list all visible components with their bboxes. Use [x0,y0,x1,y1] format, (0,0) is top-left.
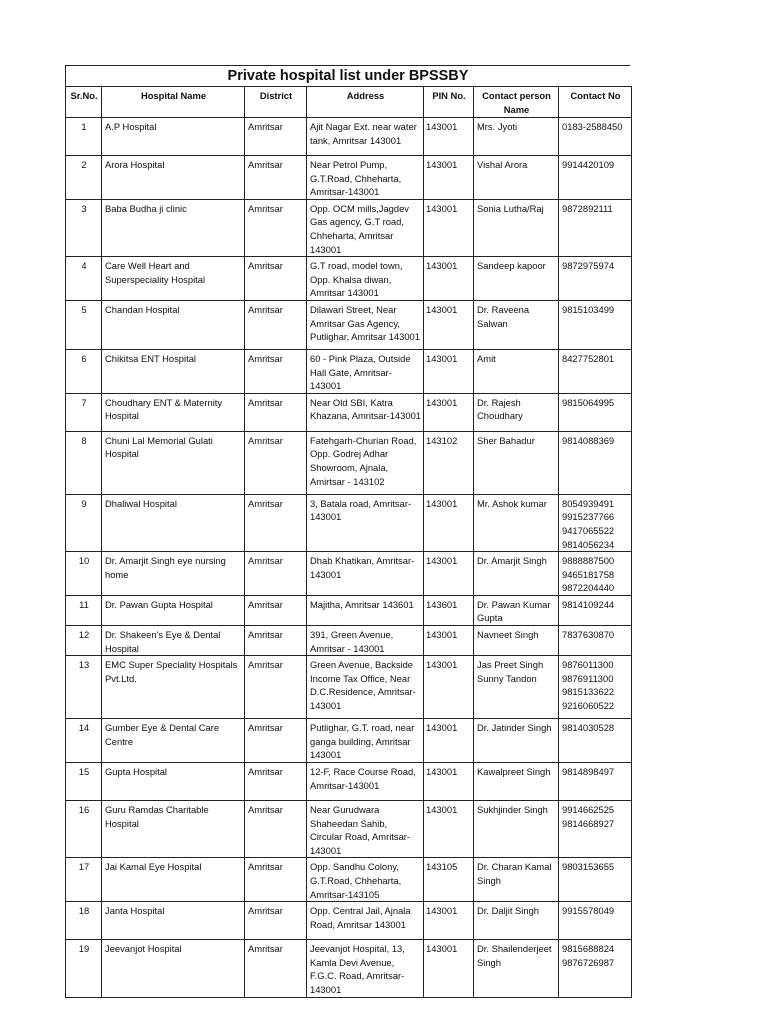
pin-cell: 143001 [424,393,474,431]
phone-number: 9814898497 [562,766,615,778]
sr-no-cell: 12 [66,626,102,656]
hospital-name-cell: Gumber Eye & Dental Care Centre [102,719,245,763]
phone-number: 9876911300 [562,672,614,684]
contact-person-cell: Dr. Daljit Singh [474,902,559,940]
district-cell: Amritsar [245,552,307,596]
address-cell: Near Gurudwara Shaheedan Sahib, Circular Road, Amritsar-143001 [307,801,424,858]
sr-no-cell: 1 [66,118,102,156]
district-cell: Amritsar [245,626,307,656]
phone-number: 9876011300 [562,659,614,671]
table-row [66,494,632,551]
contact-person-cell: Navneet Singh [474,626,559,656]
header-contact-person: Contact person Name [474,87,559,118]
hospital-name-cell: Dr. Pawan Gupta Hospital [102,595,245,625]
address-cell: Near Petrol Pump, G.T.Road, Chheharta, Amritsar-143001 [307,156,424,200]
hospital-name-cell: Choudhary ENT & Maternity Hospital [102,393,245,431]
pin-cell: 143001 [424,763,474,801]
address-cell: Fatehgarh-Churian Road, Opp. Godrej Adhar Showroom, Ajnala, Amirtsar - 143102 [307,431,424,494]
contact-no-cell [559,300,632,349]
header-sr-no: Sr.No. [66,87,102,118]
address-cell: Opp. Central Jail, Ajnala Road, Amritsar 143001 [307,902,424,940]
phone-number: 8427752801 [562,352,615,364]
header-contact-no: Contact No [559,87,632,118]
phone-number: 9417065522 [562,524,615,536]
hospital-name-cell: Janta Hospital [102,902,245,940]
hospital-name-cell: Guru Ramdas Charitable Hospital [102,801,245,858]
pin-cell: 143001 [424,118,474,156]
pin-cell: 143001 [424,300,474,349]
table-row [66,199,632,256]
table-header-row [66,87,632,118]
hospital-name-cell: A.P Hospital [102,118,245,156]
pin-cell: 143001 [424,801,474,858]
phone-number: 9815064995 [562,396,615,408]
contact-no-cell [559,199,632,256]
hospital-name-cell: Gupta Hospital [102,763,245,801]
phone-number: 9814088369 [562,434,615,446]
hospital-name-cell: Jeevanjot Hospital [102,940,245,997]
phone-number: 9814109244 [562,598,615,610]
pin-cell: 143001 [424,257,474,301]
sr-no-cell: 5 [66,300,102,349]
district-cell: Amritsar [245,431,307,494]
table-row [66,858,632,902]
contact-no-cell [559,552,632,596]
hospital-name-cell: Chikitsa ENT Hospital [102,349,245,393]
phone-number: 9465181758 [562,568,615,580]
phone-number: 9914420109 [562,159,615,170]
contact-person-cell: Mrs. Jyoti [474,118,559,156]
table-row [66,349,632,393]
contact-person-cell: Jas Preet Singh Sunny Tandon [474,656,559,719]
phone-number: 9814030528 [562,722,615,734]
table-row [66,431,632,494]
phone-number: 9814668927 [562,817,615,829]
phone-number: 9814056234 [562,538,615,550]
header-district: District [245,87,307,118]
district-cell: Amritsar [245,656,307,719]
contact-no-cell [559,393,632,431]
district-cell: Amritsar [245,940,307,997]
sr-no-cell: 13 [66,656,102,719]
sr-no-cell: 15 [66,763,102,801]
header-address: Address [307,87,424,118]
district-cell: Amritsar [245,494,307,551]
hospital-name-cell: Chuni Lal Memorial Gulati Hospital [102,431,245,494]
sr-no-cell: 7 [66,393,102,431]
table-row [66,902,632,940]
contact-person-cell: Dr. Charan Kamal Singh [474,858,559,902]
header-hospital-name: Hospital Name [102,87,245,118]
sr-no-cell: 18 [66,902,102,940]
table-row [66,393,632,431]
table-row [66,801,632,858]
district-cell: Amritsar [245,118,307,156]
district-cell: Amritsar [245,199,307,256]
contact-no-cell [559,656,632,719]
contact-no-cell [559,626,632,656]
phone-number: 9815133622 [562,686,615,698]
contact-person-cell: Dr. Pawan Kumar Gupta [474,595,559,625]
address-cell: Putlighar, G.T. road, near ganga building, Amritsar 143001 [307,719,424,763]
address-cell: 3, Batala road, Amritsar-143001 [307,494,424,551]
contact-no-cell [559,156,632,200]
phone-number: 9914662525 [562,804,615,816]
address-cell: 391, Green Avenue, Amritsar - 143001 [307,626,424,656]
sr-no-cell: 9 [66,494,102,551]
phone-number: 9216060522 [562,700,615,712]
address-cell: Near Old SBI, Katra Khazana, Amritsar-143001 [307,393,424,431]
address-cell: Dilawari Street, Near Amritsar Gas Agency, Putlighar, Amritsar 143001 [307,300,424,349]
pin-cell: 143001 [424,902,474,940]
pin-cell: 143001 [424,719,474,763]
table-row [66,300,632,349]
phone-number: 7837630870 [562,629,615,641]
hospital-list-sheet [65,65,630,998]
phone-number: 9876726987 [562,956,615,968]
contact-person-cell: Dr. Shailenderjeet Singh [474,940,559,997]
district-cell: Amritsar [245,801,307,858]
contact-person-cell: Dr. Jatinder Singh [474,719,559,763]
sr-no-cell: 6 [66,349,102,393]
contact-person-cell: Kawalpreet Singh [474,763,559,801]
district-cell: Amritsar [245,300,307,349]
pin-cell: 143001 [424,552,474,596]
district-cell: Amritsar [245,858,307,902]
pin-cell: 143105 [424,858,474,902]
sr-no-cell: 16 [66,801,102,858]
contact-no-cell [559,257,632,301]
address-cell: 12-F, Race Course Road, Amritsar-143001 [307,763,424,801]
sr-no-cell: 10 [66,552,102,596]
address-cell: 60 - Pink Plaza, Outside Hall Gate, Amritsar-143001 [307,349,424,393]
contact-no-cell [559,349,632,393]
hospital-table [65,86,632,998]
district-cell: Amritsar [245,156,307,200]
phone-number: 9888887500 [562,555,615,567]
contact-no-cell [559,494,632,551]
contact-person-cell: Mr. Ashok kumar [474,494,559,551]
sr-no-cell: 14 [66,719,102,763]
sr-no-cell: 11 [66,595,102,625]
table-row [66,940,632,997]
phone-number: 9815688824 [562,943,615,955]
contact-person-cell: Dr. Rajesh Choudhary [474,393,559,431]
pin-cell: 143601 [424,595,474,625]
table-row [66,763,632,801]
phone-number: 9872204440 [562,582,615,594]
address-cell: Ajit Nagar Ext. near water tank, Amritsar 143001 [307,118,424,156]
phone-number: 0183-2588450 [562,121,623,132]
contact-person-cell: Sher Bahadur [474,431,559,494]
pin-cell: 143001 [424,940,474,997]
contact-person-cell: Sukhjinder Singh [474,801,559,858]
contact-no-cell [559,431,632,494]
table-row [66,626,632,656]
address-cell: Dhab Khatikan, Amritsar-143001 [307,552,424,596]
table-row [66,118,632,156]
address-cell: Majitha, Amritsar 143601 [307,595,424,625]
header-pin-no: PIN No. [424,87,474,118]
table-row [66,156,632,200]
pin-cell: 143001 [424,199,474,256]
phone-number: 9915237766 [562,511,615,523]
hospital-name-cell: Arora Hospital [102,156,245,200]
table-body [66,118,632,998]
contact-person-cell: Vishal Arora [474,156,559,200]
table-row [66,719,632,763]
sr-no-cell: 2 [66,156,102,200]
address-cell: Opp. OCM mills,Jagdev Gas agency, G.T road, Chheharta, Amritsar 143001 [307,199,424,256]
contact-no-cell [559,902,632,940]
sr-no-cell: 8 [66,431,102,494]
sr-no-cell: 17 [66,858,102,902]
pin-cell: 143102 [424,431,474,494]
contact-person-cell: Amit [474,349,559,393]
phone-number: 9915578049 [562,905,615,917]
district-cell: Amritsar [245,393,307,431]
hospital-name-cell: EMC Super Speciality Hospitals Pvt.Ltd. [102,656,245,719]
phone-number: 9872975974 [562,260,615,272]
district-cell: Amritsar [245,349,307,393]
hospital-name-cell: Chandan Hospital [102,300,245,349]
sr-no-cell: 19 [66,940,102,997]
pin-cell: 143001 [424,626,474,656]
contact-person-cell: Dr. Raveena Salwan [474,300,559,349]
table-row [66,595,632,625]
district-cell: Amritsar [245,257,307,301]
phone-number: 9803153655 [562,861,615,873]
table-row [66,656,632,719]
contact-no-cell [559,940,632,997]
hospital-name-cell: Baba Budha ji clinic [102,199,245,256]
hospital-name-cell: Dhaliwal Hospital [102,494,245,551]
contact-no-cell [559,858,632,902]
pin-cell: 143001 [424,349,474,393]
district-cell: Amritsar [245,763,307,801]
hospital-name-cell: Jai Kamal Eye Hospital [102,858,245,902]
address-cell: Green Avenue, Backside Income Tax Office, Near D.C.Residence, Amritsar-143001 [307,656,424,719]
contact-person-cell: Dr. Amarjit Singh [474,552,559,596]
table-row [66,552,632,596]
hospital-name-cell: Care Well Heart and Superspeciality Hospital [102,257,245,301]
address-cell: Opp. Sandhu Colony, G.T.Road, Chheharta, Amritsar-143105 [307,858,424,902]
phone-number: 8054939491 [562,497,615,509]
hospital-name-cell: Dr. Shakeen's Eye & Dental Hospital [102,626,245,656]
contact-no-cell [559,719,632,763]
contact-person-cell: Sandeep kapoor [474,257,559,301]
sr-no-cell: 4 [66,257,102,301]
table-row [66,257,632,301]
pin-cell: 143001 [424,656,474,719]
contact-no-cell [559,763,632,801]
page-title: Private hospital list under BPSSBY [65,65,630,86]
district-cell: Amritsar [245,719,307,763]
district-cell: Amritsar [245,595,307,625]
sr-no-cell: 3 [66,199,102,256]
contact-no-cell [559,118,632,156]
phone-number: 9872892111 [562,202,613,214]
address-cell: G.T road, model town, Opp. Khalsa diwan, Amritsar 143001 [307,257,424,301]
contact-no-cell [559,595,632,625]
pin-cell: 143001 [424,494,474,551]
contact-no-cell [559,801,632,858]
phone-number: 9815103499 [562,303,615,315]
address-cell: Jeevanjot Hospital, 13, Kamla Devi Avenue, F.G.C. Road, Amritsar-143001 [307,940,424,997]
contact-person-cell: Sonia Lutha/Raj [474,199,559,256]
hospital-name-cell: Dr. Amarjit Singh eye nursing home [102,552,245,596]
district-cell: Amritsar [245,902,307,940]
pin-cell: 143001 [424,156,474,200]
